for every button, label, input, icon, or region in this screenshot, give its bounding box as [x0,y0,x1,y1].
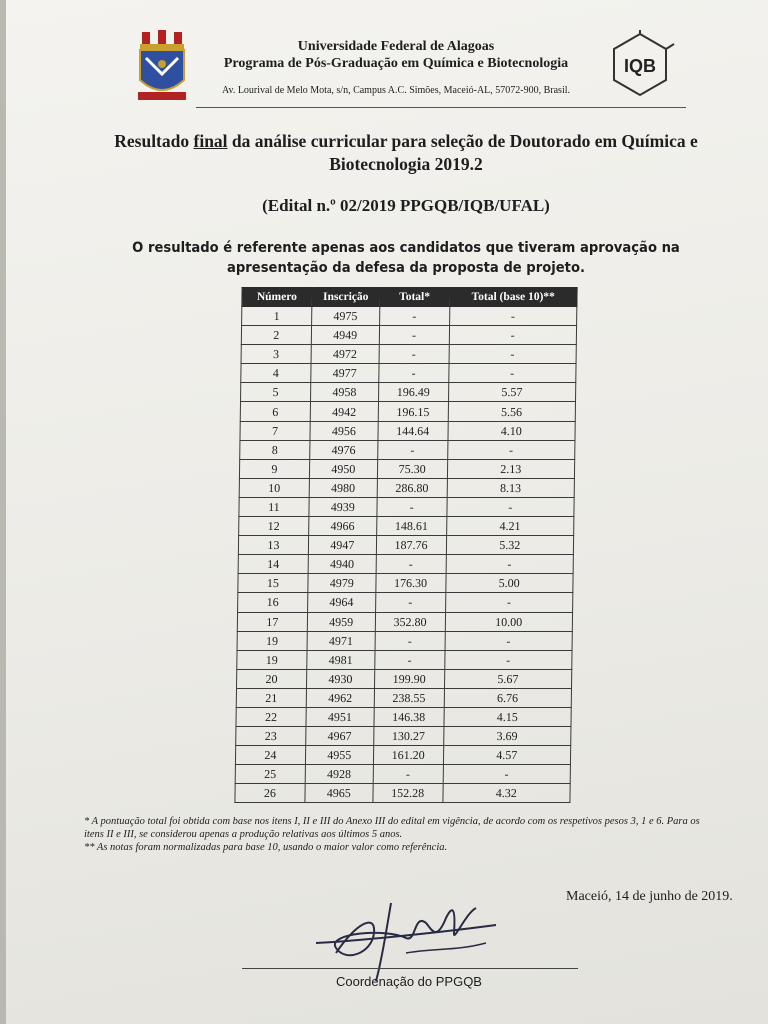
cell-numero: 11 [239,497,309,516]
footnotes [84,815,704,854]
cell-inscricao: 4966 [308,517,376,536]
cell-numero: 1 [242,307,312,326]
cell-numero: 4 [241,364,311,383]
university-header [206,38,586,72]
table-row [239,459,574,478]
cell-total-base10: 5.00 [445,574,573,593]
cell-inscricao: 4981 [307,650,375,669]
cell-numero: 13 [238,536,308,555]
cell-inscricao: 4940 [308,555,376,574]
iqb-logo [604,30,676,102]
address: Av. Lourival de Melo Mota, s/n, Campus A.C. Simões, Maceió-AL, 57072-900, Brasil. [221,85,571,96]
table-row [239,497,574,516]
cell-total-base10: - [446,555,574,574]
cell-numero: 2 [241,326,311,345]
header-inscricao: Inscrição [312,288,380,307]
cell-total: 352.80 [375,612,445,631]
document-title: Resultado final da análise curricular para seleção de Doutorado em Química e Biotecnologia 2019.2 [114,131,698,174]
cell-inscricao: 4972 [311,345,379,364]
cell-total-base10: 4.15 [443,707,571,726]
cell-numero: 14 [238,555,308,574]
header-total: Total* [380,288,450,307]
cell-inscricao: 4947 [308,536,376,555]
ufal-crest-logo [134,30,190,106]
cell-total: 152.28 [373,784,443,803]
table-row [236,727,571,746]
table-row [237,669,572,688]
table-row [239,517,574,536]
date-line: Maceió, 14 de junho de 2019. [566,889,733,904]
header-total-base10: Total (base 10)** [449,288,577,307]
cell-total: 199.90 [374,669,444,688]
cell-numero: 26 [235,784,305,803]
cell-inscricao: 4964 [307,593,375,612]
result-note: O resultado é referente apenas aos candidatos que tiveram aprovação na apresentação da defesa da proposta de projeto. [132,240,680,276]
table-row [240,440,575,459]
table-row [235,784,570,803]
footnote-1: * A pontuação total foi obtida com base nos itens I, II e III do Anexo III do edital em vigência, de acordo com os respetivos pesos 3, 1 e 6. Para os itens II e III, se considerou apenas a produção relativas aos últimos 5 anos. [84,816,700,840]
cell-total: 286.80 [377,478,447,497]
table-row [235,746,570,765]
cell-total: 176.30 [376,574,446,593]
table-row [238,593,573,612]
cell-total-base10: 4.10 [447,421,575,440]
cell-total: 75.30 [377,459,447,478]
cell-total: 130.27 [373,727,443,746]
cell-total-base10: - [444,650,572,669]
cell-total: - [373,765,443,784]
cell-numero: 16 [238,593,308,612]
cell-numero: 23 [236,727,306,746]
header-divider [196,107,686,108]
table-row [236,688,571,707]
cell-total-base10: 10.00 [445,612,573,631]
cell-numero: 22 [236,707,306,726]
cell-total: - [378,364,448,383]
cell-total: 238.55 [374,688,444,707]
table-row [240,402,575,421]
cell-inscricao: 4958 [310,383,378,402]
cell-total-base10: 4.21 [446,517,574,536]
cell-total-base10: 2.13 [447,459,575,478]
table-row [241,345,576,364]
cell-numero: 12 [239,517,309,536]
cell-numero: 5 [241,383,311,402]
cell-total-base10: 4.57 [443,746,571,765]
edital-reference: (Edital n.º 02/2019 PPGQB/IQB/UFAL) [262,196,550,215]
cell-total: 148.61 [376,517,446,536]
cell-inscricao: 4971 [307,631,375,650]
cell-numero: 21 [236,688,306,707]
cell-inscricao: 4979 [308,574,376,593]
cell-total: 161.20 [373,746,443,765]
table-row [241,383,576,402]
cell-inscricao: 4976 [310,440,378,459]
cell-inscricao: 4930 [306,669,374,688]
cell-total: - [379,326,449,345]
table-row [238,536,573,555]
cell-total: - [374,650,444,669]
cell-inscricao: 4977 [311,364,379,383]
cell-total-base10: 5.56 [448,402,576,421]
handwritten-signature [296,893,516,983]
results-table [234,287,577,803]
cell-total-base10: - [445,593,573,612]
cell-numero: 3 [241,345,311,364]
cell-inscricao: 4955 [305,746,373,765]
table-row [240,421,575,440]
table-header-row [242,288,577,307]
cell-total-base10: 3.69 [443,727,571,746]
cell-total-base10: - [449,307,577,326]
cell-total-base10: - [446,497,574,516]
cell-numero: 7 [240,421,310,440]
cell-inscricao: 4949 [311,326,379,345]
cell-total-base10: - [449,326,577,345]
cell-numero: 24 [235,746,305,765]
cell-inscricao: 4950 [309,459,377,478]
cell-total: - [375,593,445,612]
cell-inscricao: 4942 [310,402,378,421]
cell-inscricao: 4965 [305,784,373,803]
cell-total: - [379,307,449,326]
signature-label: Coordenação do PPGQB [336,974,482,989]
cell-total: - [376,555,446,574]
cell-inscricao: 4956 [310,421,378,440]
cell-numero: 17 [237,612,307,631]
table-row [237,612,572,631]
cell-inscricao: 4928 [305,765,373,784]
cell-total-base10: - [447,440,575,459]
table-row [241,326,576,345]
cell-numero: 9 [239,459,309,478]
table-row [238,555,573,574]
cell-total: - [379,345,449,364]
cell-total-base10: 5.32 [446,536,574,555]
cell-total-base10: - [443,765,571,784]
cell-numero: 10 [239,478,309,497]
cell-total-base10: - [449,345,577,364]
table-row [237,631,572,650]
table-row [242,307,577,326]
cell-total-base10: 4.32 [442,784,570,803]
table-body [235,307,577,803]
program-name: Programa de Pós-Graduação em Química e Biotecnologia [223,56,569,71]
cell-total-base10: 8.13 [447,478,575,497]
footnote-2: ** As notas foram normalizadas para base 10, usando o maior valor como referência. [84,842,448,853]
document-page [6,0,768,1024]
cell-total: 144.64 [378,421,448,440]
table-row [235,765,570,784]
university-name: Universidade Federal de Alagoas [297,39,495,54]
cell-total: - [377,440,447,459]
cell-total-base10: - [445,631,573,650]
iqb-logo-text: IQB [623,56,657,76]
cell-total: 196.15 [378,402,448,421]
cell-numero: 15 [238,574,308,593]
cell-inscricao: 4975 [311,307,379,326]
cell-inscricao: 4939 [309,497,377,516]
cell-total-base10: 5.67 [444,669,572,688]
table-row [237,650,572,669]
cell-total: - [375,631,445,650]
cell-numero: 6 [240,402,310,421]
table-row [241,364,576,383]
cell-numero: 8 [240,440,310,459]
cell-numero: 19 [237,650,307,669]
cell-total-base10: 6.76 [444,688,572,707]
cell-inscricao: 4951 [306,707,374,726]
table-row [238,574,573,593]
table-row [236,707,571,726]
signature-line [242,968,578,969]
cell-total: 187.76 [376,536,446,555]
cell-inscricao: 4959 [307,612,375,631]
cell-inscricao: 4962 [306,688,374,707]
cell-numero: 20 [237,669,307,688]
cell-total: - [377,497,447,516]
cell-numero: 25 [235,765,305,784]
cell-total: 196.49 [378,383,448,402]
cell-total: 146.38 [374,707,444,726]
cell-inscricao: 4967 [306,727,374,746]
cell-numero: 19 [237,631,307,650]
cell-total-base10: - [448,364,576,383]
header-numero: Número [242,288,312,307]
cell-inscricao: 4980 [309,478,377,497]
cell-total-base10: 5.57 [448,383,576,402]
table-row [239,478,574,497]
